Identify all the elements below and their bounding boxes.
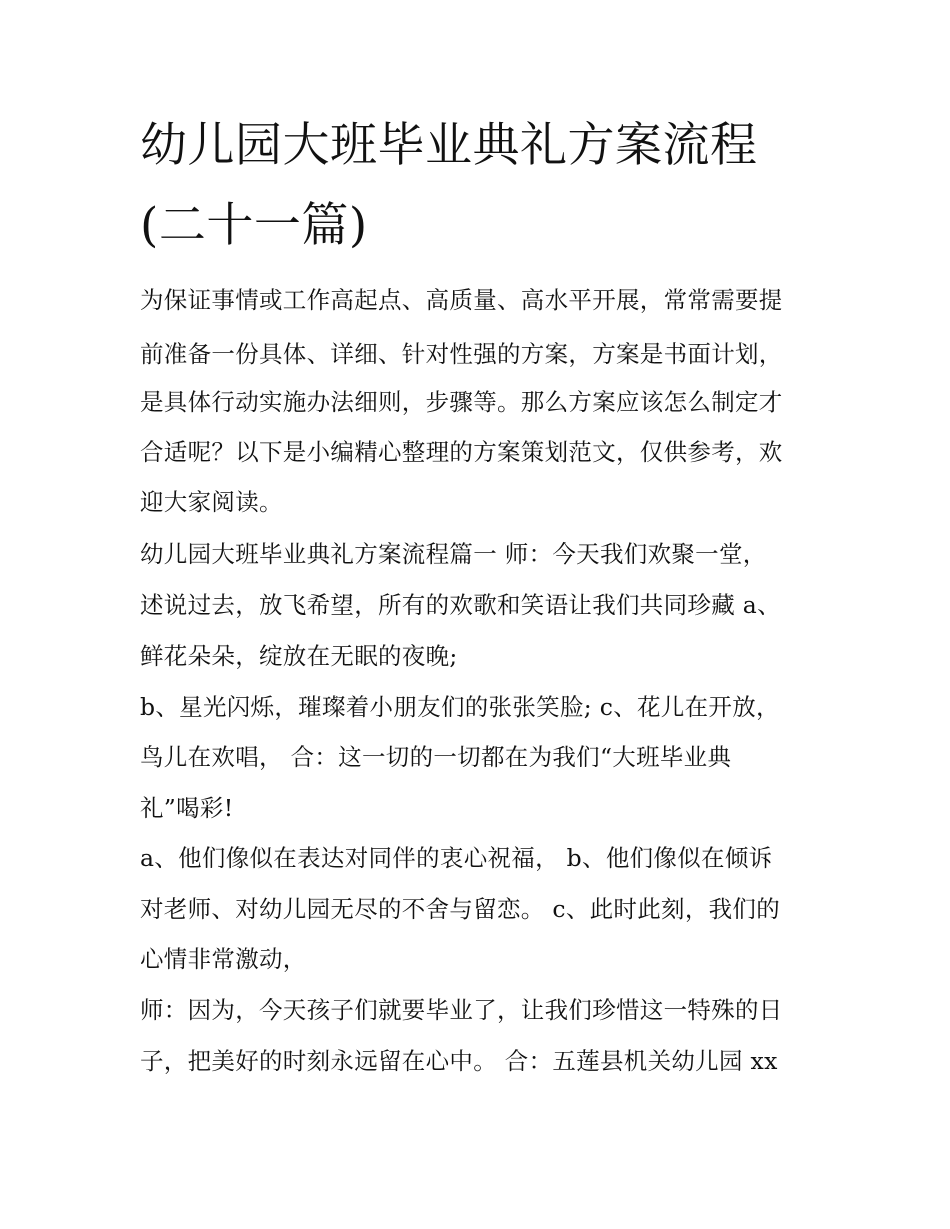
body-line: 合适呢？以下是小编精心整理的方案策划范文，仅供参考，欢 bbox=[140, 438, 783, 466]
document-title-line-2: (二十一篇) bbox=[140, 198, 368, 253]
body-line: 前准备一份具体、详细、针对性强的方案，方案是书面计划， bbox=[140, 340, 783, 368]
body-line: 幼儿园大班毕业典礼方案流程篇一 师：今天我们欢聚一堂， bbox=[140, 540, 767, 568]
body-line: 是具体行动实施办法细则，步骤等。那么方案应该怎么制定才 bbox=[140, 388, 783, 416]
document-title-line-1: 幼儿园大班毕业典礼方案流程 bbox=[140, 118, 758, 173]
body-line: 心情非常激动， bbox=[140, 945, 307, 973]
body-line: 述说过去，放飞希望，所有的欢歌和笑语让我们共同珍藏 a、 bbox=[140, 591, 781, 619]
body-line: 鲜花朵朵，绽放在无眠的夜晚; bbox=[140, 642, 458, 670]
body-line: b、星光闪烁，璀璨着小朋友们的张张笑脸; c、花儿在开放， bbox=[140, 693, 780, 721]
body-line: 对老师、对幼儿园无尽的不舍与留恋。 c、此时此刻，我们的 bbox=[140, 895, 781, 923]
body-line: 鸟儿在欢唱， 合：这一切的一切都在为我们“大班毕业典 bbox=[140, 743, 732, 771]
body-line: 师：因为，今天孩子们就要毕业了，让我们珍惜这一特殊的日 bbox=[140, 996, 783, 1024]
body-line: 迎大家阅读。 bbox=[140, 488, 283, 516]
body-line: 为保证事情或工作高起点、高质量、高水平开展，常常需要提 bbox=[140, 286, 783, 314]
body-line: a、他们像似在表达对同伴的衷心祝福， b、他们像似在倾诉 bbox=[140, 844, 773, 872]
body-line: 礼”喝彩! bbox=[140, 794, 234, 822]
body-line: 子，把美好的时刻永远留在心中。 合：五莲县机关幼儿园 xx bbox=[140, 1047, 778, 1075]
